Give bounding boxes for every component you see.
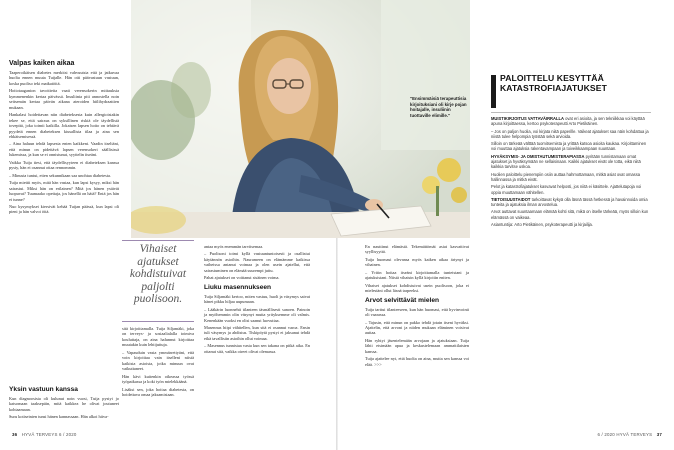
sidebar-paragraph bbox=[491, 222, 651, 227]
body-paragraph: Tuija huomasi olevansa myös kaiken aikaa ärtynyt ja vihainen. bbox=[365, 256, 469, 268]
body-paragraph: – Puolisoni toimi kyllä vastuuntuntoisesti ja osallistui käytännön asioihin. Naurameen on elämämme kaikissa vaiheissa antanut voimaa ja olen usein ajatellut, että sairastuminen on elämää suurempi juttu. bbox=[204, 251, 310, 273]
sidebar-paragraph bbox=[491, 184, 651, 195]
sidebar-text: Asiantuntija: Arto Pietikäinen, psykoterapeutti ja kirjailija. bbox=[491, 222, 593, 228]
right-column-1 bbox=[365, 244, 469, 369]
body-paragraph: Taaperoikäisen diabetes merkitsi vahvuutsia että ja jatkuvaa huolta ennen muuta Tuijalle. Hän otti päävastuun vastuun, koska puoliso teki matkatöitä. bbox=[9, 70, 119, 86]
sidebar-box-title: PALOITTELU KESYTTÄÄ KATASTROFIAJATUKSET bbox=[500, 73, 607, 93]
body-paragraph: Vihaiset ajatukset kohdistuivat usein puolisoon, joka ei mielestäni ollut läsnä tarpeeksi. bbox=[365, 282, 469, 294]
sidebar-box-body bbox=[491, 116, 651, 229]
page-number-right: 37 bbox=[656, 432, 662, 437]
body-paragraph: Vaikka Tuija tiesi, että täydellisyyteen ei diabeteksen kanssa pysty, hän ei osannut ottaa rennommin. bbox=[9, 159, 119, 171]
sidebar-paragraph bbox=[491, 209, 651, 220]
footer-left bbox=[9, 432, 77, 437]
sidebar-divider bbox=[491, 112, 651, 113]
pullquote: Vihaiset ajatukset kohdistuivat paljolti puolisoon. bbox=[129, 243, 187, 305]
sidebar-paragraph bbox=[491, 154, 651, 170]
body-paragraph: Tuija tarttui tilanteeseen, kun hän huomasi, että hyvinvointi oli vaarassa. bbox=[365, 306, 469, 318]
sidebar-kicker: TIETOISUUSTAIDOT bbox=[491, 196, 531, 202]
body-paragraph: Nuo kysymykset kiersivät kehää Tuijan päässä, kun lapsi oli pieni ja hän valvoi öitä. bbox=[9, 203, 119, 215]
photo-caption: "Ensimmäisiä terapeuttisia kirjoituksiani oli kirje pojan hoitajalle, insuliinin tuottaville elimille." bbox=[410, 96, 467, 118]
body-text: Tuija ajattelee nyt, että huolta on aina, mutta sen kanssa voi elää. bbox=[365, 356, 469, 367]
sidebar-text: ovat eri asioita, ja sen tekniikkaa voi käyttää apuna kirjoittaessa, kertoo psykoterapeutti Arto Pietikäinen. bbox=[491, 116, 645, 127]
body-paragraph: Suru kotiseinien tunsi hänen kannassaan. Hän alkoi hiiva- bbox=[9, 414, 109, 420]
continue-marker: >>> bbox=[374, 361, 382, 367]
body-paragraph: Lisäksi sen, joka hoitaa diabetesta, on hoidettava omaa jaksamistaan. bbox=[122, 386, 194, 397]
sidebar-accent-bar bbox=[491, 75, 496, 108]
body-paragraph: Tuija Siljamäki kertoo, miten vastuu, huoli ja väsymys saivat hänet pikku hiljaa uupumaan. bbox=[204, 293, 310, 305]
section-heading: Yksin vastuun kanssa bbox=[9, 386, 78, 393]
body-paragraph: Pahat ajatukset on voittanut sisäinen voima. bbox=[204, 275, 280, 281]
body-paragraph: – Masennus tunnistaa vasta kun sen takana on pitkä aika. En ottanut sitä, vaikka oireet olivat olemassa. bbox=[204, 343, 310, 354]
sidebar-text: Silloin on tärkeää välttää tuomitsemista ja yrittää katsoa asioita kaukaa. Kirjoittaminen voi muuttaa ajatuksia rakentavampaan ja toiveikkaampaan suuntaan. bbox=[491, 141, 647, 152]
page-number-left: 36 bbox=[12, 432, 18, 437]
sidebar-paragraph bbox=[491, 141, 651, 152]
sidebar-text: pyritään tunnistamaan omat ajatukset ja hyväksymään ne sellaisinaan. Kaikki ajatukset eivät ole totta, eikä niitä kaikkia tarvitse uskoa. bbox=[491, 153, 641, 170]
sidebar-paragraph bbox=[491, 116, 651, 127]
pullquote-rule-bottom bbox=[122, 321, 194, 322]
body-paragraph: – Tajusin, että minun on pakko tehdä jotain itseni hyväksi. Ajattelin, että arvoni ja niiden mukaan eläminen voisivat auttaa. bbox=[365, 319, 469, 336]
sidebar-paragraph bbox=[491, 197, 651, 208]
body-paragraph: Hoitotaaganion tavoitteita vaati verensokerin mittauksia kymmenenkin kertaa päivässä. Insuliinia piti annostella noin seitsemän kertaa päivän aikana ateroiden hiilihydraattien mukaan. bbox=[9, 88, 119, 110]
body-paragraph: En nauttinut elämästä. Tekemättömät asiat kasvattivat syyllisyyttä. bbox=[365, 244, 469, 255]
sidebar-paragraph bbox=[491, 172, 651, 183]
body-paragraph: Hän ryhtyi jäsentelemään arvojaan ja ajatuksiaan. Tuija lähti etsimään apua ja keskustelemaan ammattilaisten kanssa. bbox=[365, 337, 469, 354]
sidebar-box-header bbox=[491, 73, 651, 111]
sidebar-kicker: MUISTIKIRJOITUS VATTAVÄIRRALLA bbox=[491, 116, 564, 121]
body-paragraph: – Minusta tuntui, etten sekunnikaan saa unohtaa diabetesta. bbox=[9, 172, 112, 178]
footer-right bbox=[597, 432, 665, 437]
pullquote-rule-top bbox=[122, 240, 194, 241]
body-paragraph: Kun diagnoosista oli kulunut noin vuosi, Tuija pystyi jo katsomaan taaksepäin, mitä kaikkea he olivat joutuneet kohtaamaan. bbox=[9, 396, 119, 412]
body-paragraph: Hankalasi hoidettavan niin diabeteksesta kuin allergioistakin tekee se, että sairaus on syksillinen riskiä ole täydellistä tovepitä, joka toimii kaikilla. Jokaisen lapsen hoito on tehtävä pyydetä ennen diabeteksen kiusallista tilaa ja aina sen ehkäisemisessä. bbox=[9, 112, 119, 139]
sidebar-text: Arvot auttavat suuntaamaan elämää kohti sitä, mikä on itselle tärkeää, myös silloin kun elämässä on vaikeaa. bbox=[491, 209, 649, 220]
sidebar-paragraph bbox=[491, 129, 651, 140]
sidebar-text: – Jos on paljon huolia, voi kirjata niitä paperille. Vaikeat ajatukset saa näin kohdattua ja niistä tulee helpompia työstää sekä arvioida. bbox=[491, 128, 649, 139]
body-paragraph bbox=[365, 356, 469, 367]
body-paragraph: – Vapauduin vasta ymmärrettyäni, että voin kirjoittaa vain itselleni niistä kaikista asioista, jotka minuun ovat vaikuttaneet. bbox=[122, 349, 194, 372]
left-column-bottom bbox=[9, 383, 119, 422]
sidebar-text: Huolien paloittelu pienempiin osiin auttaa hahmottamaan, mitkä asiat ovat omassa hallinnassa ja mitkä eivät. bbox=[491, 171, 641, 182]
sidebar-text: tarkoittavat kykyä olla läsnä tässä hetkessä ja havainnoida omia tunteita ja ajatuksia ilman arvostelua. bbox=[491, 196, 648, 208]
section-heading: Valpas kaiken aikaa bbox=[9, 60, 75, 67]
body-paragraph: antaa myös enemmän tarvitsemaa. bbox=[204, 244, 264, 249]
body-paragraph: Tuija miettii myös, mitä hän vastaa, kun lapsi kysyy, miksi hän sairastui. Miksi hän on erilainen? Mitä jos hänen ystävät luopuvat? Tuumaako opettaja, jos hänellä on hätä? Entä jos hän ei tunne? bbox=[9, 180, 119, 202]
body-paragraph: – Lääkärin luonnehti tilanteen täsmällisesti sanoen. Painoin ja myöhemmin olin väsynyt mutta yrityksemme oli valmis. Kenenkään vuoksi en olisi saanut luovuttaa. bbox=[204, 306, 310, 323]
body-paragraph: Hän kävi kuitenkin oikeassa työssä työpaikassa ja koki työn mielekkäänä. bbox=[122, 373, 194, 385]
body-paragraph: – Yritin hoitaa itseäni kirjoittamalla tunteistani ja ajatuksistani. Niistä vihaisin kyllä kirjoitin eniten. bbox=[365, 269, 469, 281]
footer-magazine-left: HYVÄ TERVEYS 6 / 2020 bbox=[21, 432, 77, 437]
middle-column-1 bbox=[122, 326, 194, 399]
section-heading: Arvot selvittävät mielen bbox=[365, 296, 440, 304]
article-photo bbox=[131, 0, 470, 238]
body-paragraph: – Aina haluun tehdä lapsesta enten kaikkeni. Vaadin itseltäni, että minun on pidettävä lapsen verensokeri säällisissä lukemissa, ja kun se ei onnistunut, syyttelin itseäni. bbox=[9, 141, 119, 158]
sidebar-text: Pelot ja katastrofiajatukset kasvavat helposti, jos niitä ei käsittele. Ajattelutapoja voi oppia muuttamaan vähitellen. bbox=[491, 184, 642, 195]
woman-writing-illustration bbox=[131, 0, 470, 238]
body-paragraph: Masennus hiipi vähitellen, kun sitä ei osannut varoa. Ensin tuli väsymys ja ahdistus. Tiskipöytä pystyi ei jaksanut tehdä eikä tavallisiin asioihin ollut voimaa. bbox=[204, 324, 310, 341]
section-heading: Liuku masennukseen bbox=[204, 283, 272, 291]
left-column bbox=[9, 60, 119, 217]
footer-magazine-right: 6 / 2020 HYVÄ TERVEYS bbox=[597, 432, 653, 437]
sidebar-kicker: HYVÄKSYMIS- JA OMISTAUTUMISTERAPIASSA bbox=[491, 153, 585, 159]
middle-column-2 bbox=[204, 244, 310, 356]
body-paragraph: sitä kirjoittamalla. Tuija Siljamäki, joka on terveys- ja sosiaalialalla toimiva kouluttaja, on aina halunnut kirjoittaa muutakin kuin lehtijuttuja. bbox=[122, 326, 194, 348]
